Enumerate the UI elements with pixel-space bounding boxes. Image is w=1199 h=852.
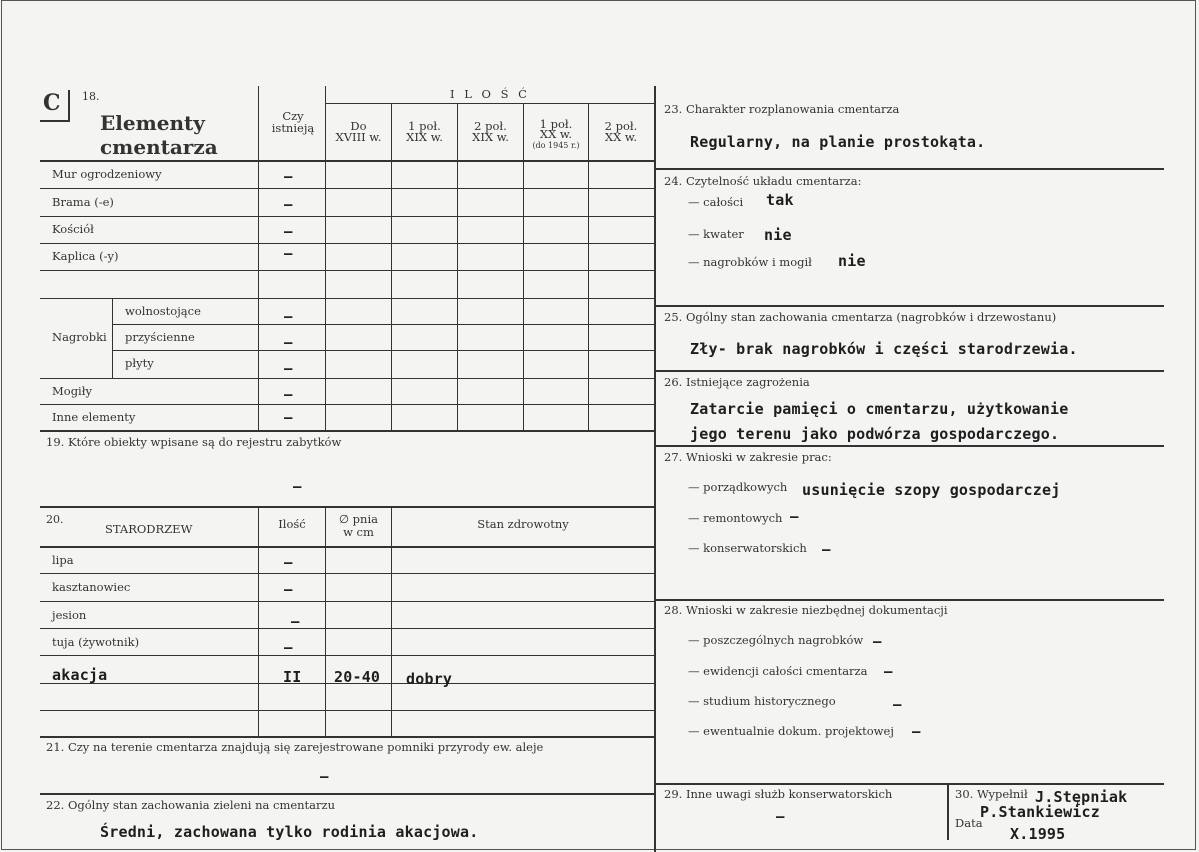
exists-przyscienne: — [284,335,293,351]
q21-answer: — [320,769,329,785]
q20-header: STARODRZEW [105,522,193,536]
q27-konserwatorskich: — [822,542,831,558]
tree-kasztanowiec-qty: — [284,582,293,598]
element-nagrobki: Nagrobki [52,330,107,344]
exists-mogily: — [284,387,293,403]
qty-col-1-l1: Do [350,119,367,133]
q24-label: 24. Czytelność układu cmentarza: [664,174,862,188]
q30-label: 30. Wypełnił [955,787,1028,801]
tree-tuja: tuja (żywotnik) [52,635,140,649]
tree-kasztanowiec: kasztanowiec [52,580,131,594]
q27-porzadkowych-label: — porządkowych [688,480,788,494]
qty-col-4-l1: 1 poł. [539,117,573,131]
q22-label: 22. Ogólny stan zachowania zieleni na cmentarzu [46,798,335,812]
q28-item-4-label: — ewentualnie dokum. projektowej [688,724,894,738]
q30-date: X.1995 [1010,825,1066,843]
element-brama: Brama (-e) [52,195,114,209]
q24-calosci-label: — całości [688,195,744,209]
q29-answer: — [776,809,785,825]
q20-col-diam-l1: ∅ pnia [339,512,378,526]
tree-akacja: akacja [52,666,108,684]
q25-answer: Zły- brak nagrobków i części starodrzewia. [690,340,1078,358]
qty-col-2-l2: XIX w. [406,130,443,144]
q23-label: 23. Charakter rozplanowania cmentarza [664,102,900,116]
q29-label: 29. Inne uwagi służb konserwatorskich [664,787,893,801]
q20-col-qty: Ilość [278,517,306,531]
col-exists-line1: Czy [282,109,304,123]
exists-mur: — [284,169,293,185]
qty-col-3-l2: XIX w. [472,130,509,144]
q22-answer: Średni, zachowana tylko rodinia akacjowa. [100,823,479,841]
elements-title-line2: cmentarza [100,135,218,159]
qty-header: I L O Ś Ć [450,87,530,101]
q27-remontowych: — [790,509,799,525]
q24-calosci: tak [766,191,794,209]
exists-brama: — [284,197,293,213]
qty-col-1-l2: XVIII w. [335,130,382,144]
tree-akacja-qty: II [283,668,302,686]
q28-item-3-value: — [893,697,902,713]
element-kaplica: Kaplica (-y) [52,249,119,263]
tree-jesion-qty: — [291,614,300,630]
tree-tuja-qty: — [284,640,293,656]
q19-label: 19. Które obiekty wpisane są do rejestru zabytków [46,435,342,449]
section-letter-box [40,90,70,122]
q25-label: 25. Ogólny stan zachowania cmentarza (nagrobków i drzewostanu) [664,310,1057,324]
tree-lipa: lipa [52,553,74,567]
elements-title-line1: Elementy [100,111,205,135]
q20-col-health: Stan zdrowotny [477,517,569,531]
element-inne: Inne elementy [52,410,136,424]
q27-remontowych-label: — remontowych [688,511,783,525]
element-plyty: płyty [125,356,154,370]
exists-inne: — [284,410,293,426]
element-przyscienne: przyścienne [125,330,195,344]
q19-answer: — [293,479,302,495]
qty-col-3-l1: 2 poł. [474,119,507,133]
q27-label: 27. Wnioski w zakresie prac: [664,450,832,464]
exists-kosciol: — [284,224,293,240]
q28-item-1-value: — [873,634,882,650]
tree-akacja-diameter: 20-40 [334,668,381,686]
q28-item-4-value: — [912,724,921,740]
element-wolnostojace: wolnostojące [125,304,201,318]
element-mur: Mur ogrodzeniowy [52,167,162,181]
q28-item-1-label: — poszczególnych nagrobków [688,633,864,647]
qty-col-4-l2: XX w. [539,127,573,141]
q23-answer: Regularny, na planie prostokąta. [690,133,986,151]
exists-kaplica: — [284,246,293,262]
q26-line2: jego terenu jako podwórza gospodarczego. [690,425,1060,443]
qty-col-4-l3: (do 1945 r.) [532,141,580,150]
q30-name2: P.Stankiewicz [980,803,1100,821]
q26-line1: Zatarcie pamięci o cmentarzu, użytkowanie [690,400,1069,418]
qty-col-5-l1: 2 poł. [604,119,638,133]
tree-lipa-qty: — [284,555,293,571]
section-letter: C [43,90,61,116]
element-mogily: Mogiły [52,384,92,398]
q27-porzadkowych: usunięcie szopy gospodarczej [802,481,1061,499]
q30-date-label: Data [955,816,983,830]
q28-item-2-label: — ewidencji całości cmentarza [688,664,868,678]
element-kosciol: Kościół [52,222,94,236]
q30-name1: J.Stępniak [1035,788,1128,806]
q24-nagrobkow: nie [838,252,866,270]
tree-jesion: jesion [52,608,87,622]
field-number-18: 18. [82,90,100,103]
q20-number: 20. [46,513,64,526]
exists-wolnostojace: — [284,309,293,325]
tree-akacja-health: dobry [406,670,453,688]
q28-item-2-value: — [884,664,893,680]
exists-plyty: — [284,361,293,377]
q28-label: 28. Wnioski w zakresie niezbędnej dokumentacji [664,603,948,617]
center-divider [654,86,656,852]
q27-konserwatorskich-label: — konserwatorskich [688,541,807,555]
qty-col-2-l1: 1 poł. [408,119,441,133]
q24-kwater: nie [764,226,792,244]
qty-col-5-l2: XX w. [604,130,638,144]
q26-label: 26. Istniejące zagrożenia [664,375,810,389]
q24-nagrobkow-label: — nagrobków i mogił [688,255,812,269]
q20-col-diam-l2: w cm [343,525,374,539]
q24-kwater-label: — kwater [688,227,744,241]
q28-item-3-label: — studium historycznego [688,694,836,708]
q21-label: 21. Czy na terenie cmentarza znajdują się zarejestrowane pomniki przyrody ew. aleje [46,740,544,754]
col-exists-line2: istnieją [271,121,315,135]
